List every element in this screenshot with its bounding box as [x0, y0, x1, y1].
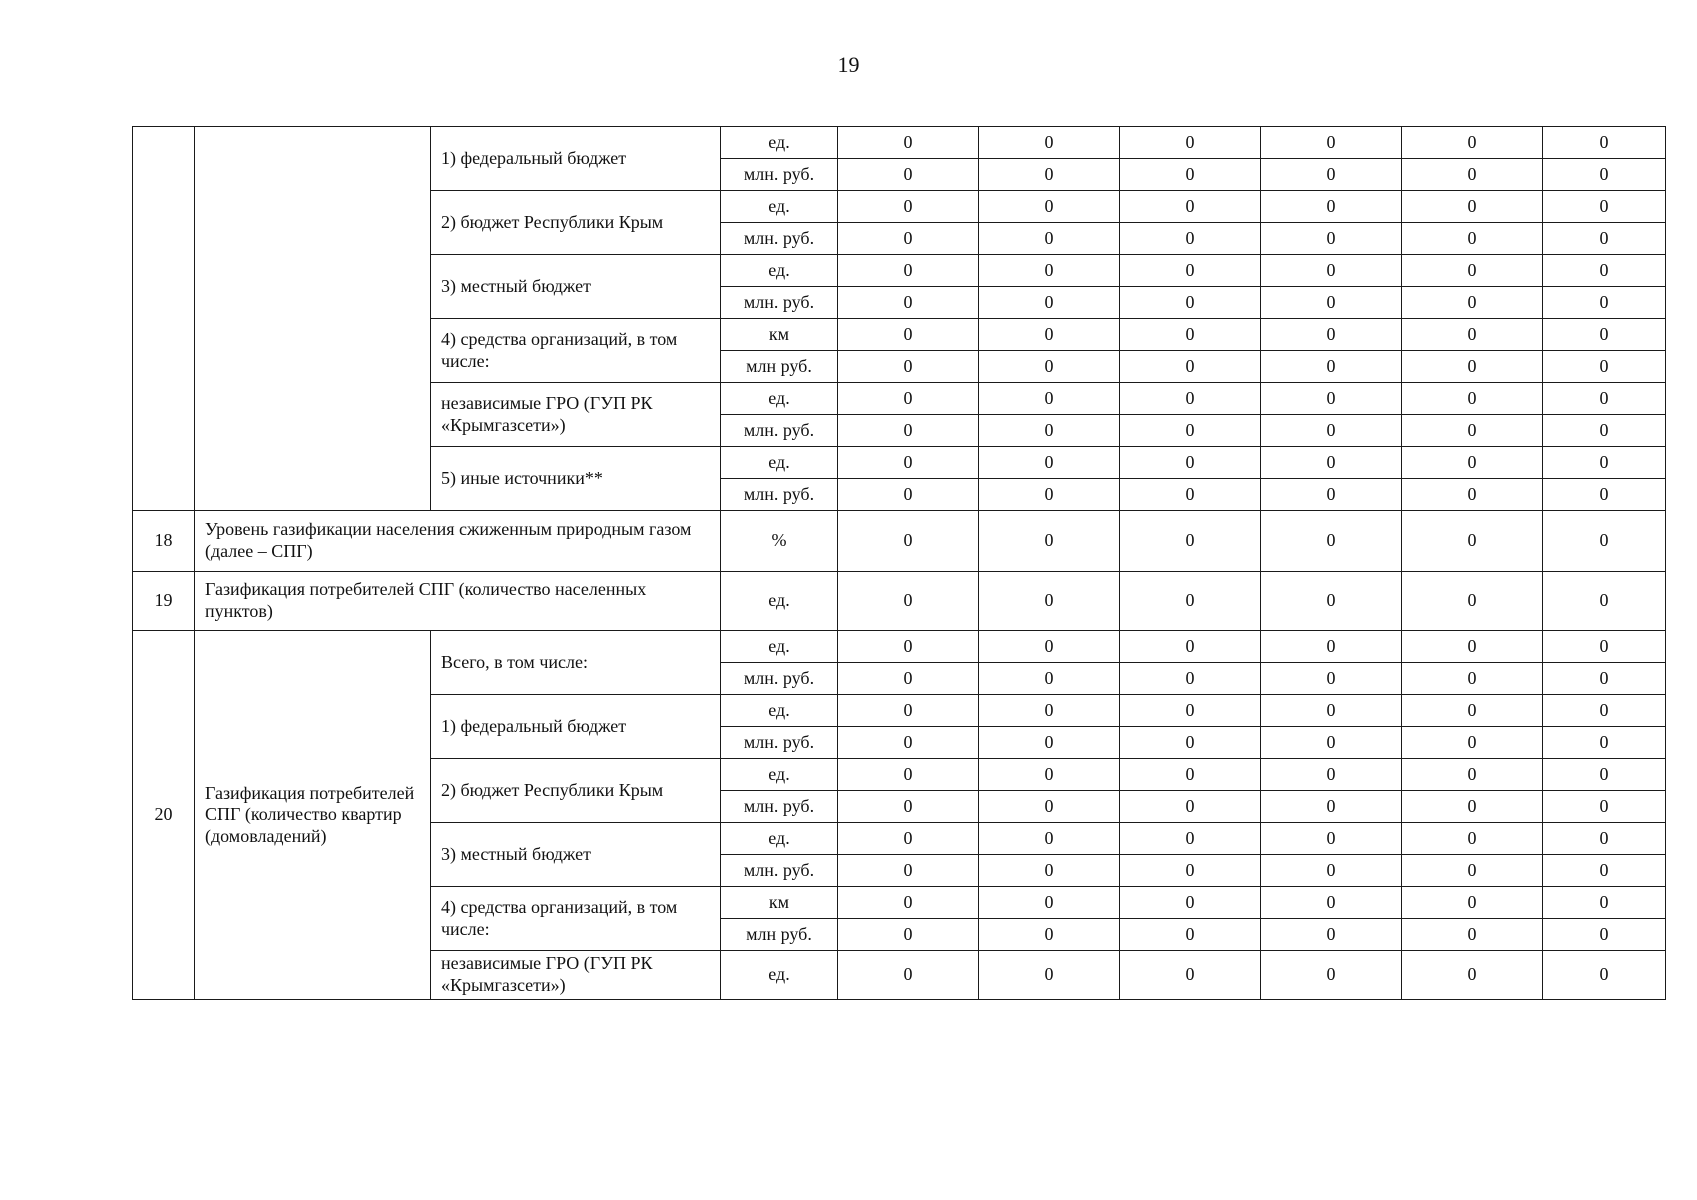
value-cell: 0: [1543, 572, 1666, 631]
value-cell: 0: [1261, 663, 1402, 695]
unit-cell: млн. руб.: [721, 415, 838, 447]
value-cell: 0: [1543, 663, 1666, 695]
source-label: 5) иные источники**: [431, 447, 721, 511]
value-cell: 0: [1120, 319, 1261, 351]
value-cell: 0: [1120, 191, 1261, 223]
value-cell: 0: [1261, 887, 1402, 919]
value-cell: 0: [1261, 319, 1402, 351]
value-cell: 0: [838, 919, 979, 951]
value-cell: 0: [1261, 855, 1402, 887]
value-cell: 0: [1120, 631, 1261, 663]
value-cell: 0: [1402, 791, 1543, 823]
value-cell: 0: [1261, 479, 1402, 511]
row-number-cell: [133, 127, 195, 511]
value-cell: 0: [1543, 951, 1666, 1000]
value-cell: 0: [838, 223, 979, 255]
value-cell: 0: [979, 383, 1120, 415]
value-cell: 0: [979, 727, 1120, 759]
value-cell: 0: [1402, 887, 1543, 919]
value-cell: 0: [1261, 191, 1402, 223]
unit-cell: %: [721, 511, 838, 572]
value-cell: 0: [979, 951, 1120, 1000]
value-cell: 0: [979, 887, 1120, 919]
indicator-label: Газификация потребителей СПГ (количество населенных пунктов): [195, 572, 721, 631]
value-cell: 0: [979, 823, 1120, 855]
value-cell: 0: [1402, 447, 1543, 479]
value-cell: 0: [1261, 695, 1402, 727]
value-cell: 0: [838, 127, 979, 159]
value-cell: 0: [1261, 447, 1402, 479]
unit-cell: км: [721, 319, 838, 351]
value-cell: 0: [1543, 415, 1666, 447]
unit-cell: км: [721, 887, 838, 919]
value-cell: 0: [1261, 127, 1402, 159]
value-cell: 0: [1402, 919, 1543, 951]
value-cell: 0: [979, 479, 1120, 511]
value-cell: 0: [1120, 447, 1261, 479]
value-cell: 0: [1402, 223, 1543, 255]
unit-cell: ед.: [721, 823, 838, 855]
source-label: 1) федеральный бюджет: [431, 127, 721, 191]
value-cell: 0: [838, 855, 979, 887]
value-cell: 0: [1120, 887, 1261, 919]
value-cell: 0: [1120, 572, 1261, 631]
value-cell: 0: [1261, 791, 1402, 823]
value-cell: 0: [1402, 351, 1543, 383]
value-cell: 0: [838, 951, 979, 1000]
value-cell: 0: [1402, 823, 1543, 855]
value-cell: 0: [1543, 319, 1666, 351]
unit-cell: млн. руб.: [721, 287, 838, 319]
table-body: [133, 127, 1666, 1000]
source-label: 3) местный бюджет: [431, 823, 721, 887]
value-cell: 0: [1120, 159, 1261, 191]
value-cell: 0: [838, 631, 979, 663]
value-cell: 0: [838, 383, 979, 415]
value-cell: 0: [1120, 479, 1261, 511]
value-cell: 0: [1402, 759, 1543, 791]
source-label: 3) местный бюджет: [431, 255, 721, 319]
value-cell: 0: [1261, 919, 1402, 951]
value-cell: 0: [1261, 951, 1402, 1000]
value-cell: 0: [1120, 759, 1261, 791]
value-cell: 0: [1543, 127, 1666, 159]
value-cell: 0: [1120, 663, 1261, 695]
value-cell: 0: [838, 511, 979, 572]
value-cell: 0: [1120, 791, 1261, 823]
value-cell: 0: [838, 823, 979, 855]
value-cell: 0: [838, 759, 979, 791]
table-row: [133, 631, 1666, 663]
indicator-label: Уровень газификации населения сжиженным природным газом (далее – СПГ): [195, 511, 721, 572]
value-cell: 0: [1261, 287, 1402, 319]
value-cell: 0: [838, 319, 979, 351]
value-cell: 0: [838, 159, 979, 191]
value-cell: 0: [979, 572, 1120, 631]
value-cell: 0: [838, 191, 979, 223]
value-cell: 0: [1261, 383, 1402, 415]
value-cell: 0: [1543, 255, 1666, 287]
source-label: Всего, в том числе:: [431, 631, 721, 695]
value-cell: 0: [838, 479, 979, 511]
value-cell: 0: [979, 159, 1120, 191]
table-row: [133, 127, 1666, 159]
value-cell: 0: [979, 223, 1120, 255]
value-cell: 0: [1402, 127, 1543, 159]
value-cell: 0: [979, 447, 1120, 479]
value-cell: 0: [838, 663, 979, 695]
value-cell: 0: [1402, 727, 1543, 759]
indicators-table: [132, 126, 1666, 1000]
value-cell: 0: [979, 255, 1120, 287]
unit-cell: ед.: [721, 759, 838, 791]
value-cell: 0: [1543, 287, 1666, 319]
value-cell: 0: [1261, 823, 1402, 855]
value-cell: 0: [1261, 572, 1402, 631]
value-cell: 0: [1120, 919, 1261, 951]
value-cell: 0: [1543, 855, 1666, 887]
value-cell: 0: [1543, 159, 1666, 191]
source-label: независимые ГРО (ГУП РК «Крымгазсети»): [431, 951, 721, 1000]
unit-cell: млн. руб.: [721, 223, 838, 255]
value-cell: 0: [979, 919, 1120, 951]
unit-cell: ед.: [721, 572, 838, 631]
value-cell: 0: [979, 319, 1120, 351]
value-cell: 0: [1120, 415, 1261, 447]
value-cell: 0: [838, 287, 979, 319]
value-cell: 0: [1402, 383, 1543, 415]
value-cell: 0: [1543, 695, 1666, 727]
value-cell: 0: [979, 663, 1120, 695]
value-cell: 0: [1120, 855, 1261, 887]
indicator-cell: [195, 127, 431, 511]
unit-cell: млн. руб.: [721, 727, 838, 759]
value-cell: 0: [1120, 695, 1261, 727]
unit-cell: млн руб.: [721, 919, 838, 951]
source-label: 2) бюджет Республики Крым: [431, 759, 721, 823]
value-cell: 0: [838, 887, 979, 919]
unit-cell: ед.: [721, 447, 838, 479]
value-cell: 0: [979, 759, 1120, 791]
value-cell: 0: [1543, 919, 1666, 951]
value-cell: 0: [1402, 663, 1543, 695]
unit-cell: млн. руб.: [721, 663, 838, 695]
unit-cell: млн руб.: [721, 351, 838, 383]
row-number-cell: 20: [133, 631, 195, 1000]
source-label: 4) средства организаций, в том числе:: [431, 319, 721, 383]
value-cell: 0: [1261, 415, 1402, 447]
value-cell: 0: [1402, 951, 1543, 1000]
value-cell: 0: [1543, 631, 1666, 663]
value-cell: 0: [1402, 287, 1543, 319]
unit-cell: млн. руб.: [721, 479, 838, 511]
page-number: 19: [837, 52, 860, 77]
value-cell: 0: [1543, 383, 1666, 415]
unit-cell: ед.: [721, 695, 838, 727]
unit-cell: ед.: [721, 951, 838, 1000]
value-cell: 0: [1120, 255, 1261, 287]
value-cell: 0: [1261, 255, 1402, 287]
value-cell: 0: [979, 511, 1120, 572]
source-label: 4) средства организаций, в том числе:: [431, 887, 721, 951]
value-cell: 0: [1402, 855, 1543, 887]
value-cell: 0: [1543, 511, 1666, 572]
row-number-cell: 19: [133, 572, 195, 631]
unit-cell: млн. руб.: [721, 791, 838, 823]
value-cell: 0: [979, 287, 1120, 319]
value-cell: 0: [979, 791, 1120, 823]
value-cell: 0: [838, 572, 979, 631]
value-cell: 0: [1402, 159, 1543, 191]
value-cell: 0: [1543, 223, 1666, 255]
value-cell: 0: [1120, 511, 1261, 572]
value-cell: 0: [1402, 631, 1543, 663]
unit-cell: ед.: [721, 191, 838, 223]
value-cell: 0: [979, 631, 1120, 663]
table-row: [133, 572, 1666, 631]
table-row: [133, 511, 1666, 572]
value-cell: 0: [1402, 255, 1543, 287]
value-cell: 0: [1543, 823, 1666, 855]
value-cell: 0: [979, 415, 1120, 447]
value-cell: 0: [1120, 951, 1261, 1000]
value-cell: 0: [1402, 415, 1543, 447]
value-cell: 0: [1261, 727, 1402, 759]
value-cell: 0: [838, 727, 979, 759]
value-cell: 0: [1120, 727, 1261, 759]
value-cell: 0: [838, 255, 979, 287]
value-cell: 0: [1543, 759, 1666, 791]
row-number-cell: 18: [133, 511, 195, 572]
source-label: 2) бюджет Республики Крым: [431, 191, 721, 255]
unit-cell: ед.: [721, 255, 838, 287]
unit-cell: млн. руб.: [721, 855, 838, 887]
value-cell: 0: [1120, 287, 1261, 319]
indicator-label: Газификация потребителей СПГ (количество квартир (домовладений): [195, 631, 431, 1000]
value-cell: 0: [1261, 511, 1402, 572]
value-cell: 0: [979, 351, 1120, 383]
value-cell: 0: [979, 855, 1120, 887]
value-cell: 0: [1120, 823, 1261, 855]
value-cell: 0: [1543, 887, 1666, 919]
value-cell: 0: [1261, 759, 1402, 791]
value-cell: 0: [1402, 572, 1543, 631]
unit-cell: ед.: [721, 127, 838, 159]
unit-cell: млн. руб.: [721, 159, 838, 191]
value-cell: 0: [1543, 351, 1666, 383]
value-cell: 0: [979, 695, 1120, 727]
value-cell: 0: [1261, 351, 1402, 383]
value-cell: 0: [1261, 631, 1402, 663]
source-label: 1) федеральный бюджет: [431, 695, 721, 759]
value-cell: 0: [838, 791, 979, 823]
value-cell: 0: [1402, 319, 1543, 351]
value-cell: 0: [838, 351, 979, 383]
value-cell: 0: [1402, 511, 1543, 572]
value-cell: 0: [1120, 351, 1261, 383]
value-cell: 0: [1120, 127, 1261, 159]
value-cell: 0: [1543, 191, 1666, 223]
value-cell: 0: [1543, 479, 1666, 511]
value-cell: 0: [1402, 695, 1543, 727]
value-cell: 0: [979, 191, 1120, 223]
value-cell: 0: [1120, 383, 1261, 415]
value-cell: 0: [838, 447, 979, 479]
value-cell: 0: [1543, 447, 1666, 479]
value-cell: 0: [979, 127, 1120, 159]
value-cell: 0: [1402, 191, 1543, 223]
value-cell: 0: [838, 695, 979, 727]
value-cell: 0: [838, 415, 979, 447]
unit-cell: ед.: [721, 383, 838, 415]
source-label: независимые ГРО (ГУП РК «Крымгазсети»): [431, 383, 721, 447]
value-cell: 0: [1261, 159, 1402, 191]
value-cell: 0: [1120, 223, 1261, 255]
value-cell: 0: [1261, 223, 1402, 255]
value-cell: 0: [1543, 791, 1666, 823]
value-cell: 0: [1543, 727, 1666, 759]
unit-cell: ед.: [721, 631, 838, 663]
value-cell: 0: [1402, 479, 1543, 511]
